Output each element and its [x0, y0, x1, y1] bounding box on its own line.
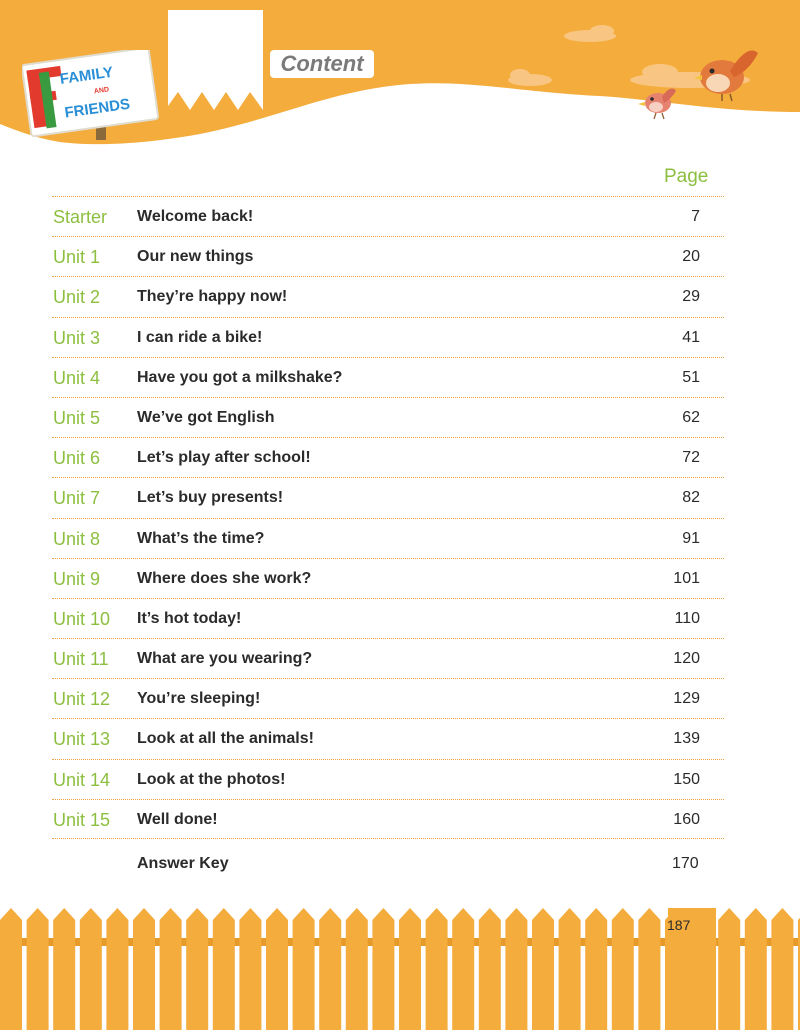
- toc-row: [52, 437, 724, 477]
- toc-page-number: 150: [673, 770, 700, 788]
- toc-row: [52, 276, 724, 316]
- toc-row: [52, 678, 724, 718]
- toc-lesson-title: Let’s play after school!: [137, 449, 311, 467]
- family-and-friends-logo: [22, 50, 162, 140]
- toc-lesson-title: Let’s buy presents!: [137, 489, 284, 507]
- toc-unit-label: Unit 4: [53, 367, 101, 388]
- toc-row: [52, 759, 724, 799]
- toc-page-number: 139: [673, 730, 700, 748]
- toc-page-number: 51: [682, 368, 700, 386]
- toc-lesson-title: What are you wearing?: [137, 650, 313, 668]
- toc-row: [52, 397, 724, 437]
- toc-page-number: 91: [682, 529, 700, 547]
- toc-page-number: 120: [673, 650, 700, 668]
- toc-page-number: 29: [682, 288, 700, 306]
- toc-lesson-title: Look at all the animals!: [137, 730, 314, 748]
- toc-lesson-title: We’ve got English: [137, 408, 275, 426]
- toc-page-number: 82: [682, 489, 700, 507]
- toc-page-number: 72: [682, 449, 700, 467]
- toc-unit-label: Unit 14: [53, 769, 111, 790]
- toc-unit-label: Unit 5: [53, 407, 101, 428]
- toc-lesson-title: Our new things: [137, 248, 254, 266]
- big-bird-icon: [694, 50, 758, 101]
- toc-unit-label: Unit 13: [53, 729, 111, 750]
- toc-lesson-title: Look at the photos!: [137, 770, 286, 788]
- toc-row: [52, 477, 724, 517]
- table-of-contents: [52, 196, 724, 839]
- toc-unit-label: Unit 3: [53, 327, 101, 348]
- toc-unit-label: Unit 15: [53, 809, 111, 830]
- toc-unit-label: Starter: [53, 207, 108, 227]
- birds-illustration: [630, 45, 770, 125]
- toc-unit-label: Unit 12: [53, 689, 111, 710]
- toc-row: [52, 518, 724, 558]
- toc-unit-label: Unit 6: [53, 448, 101, 469]
- toc-row: [52, 718, 724, 758]
- toc-unit-label: Unit 7: [53, 488, 101, 509]
- toc-unit-label: Unit 10: [53, 608, 111, 629]
- toc-page-number: 20: [682, 248, 700, 266]
- toc-lesson-title: It’s hot today!: [137, 609, 242, 627]
- small-bird-icon: [638, 89, 676, 119]
- page-number: 187: [667, 917, 691, 933]
- logo-line1: FAMILY: [58, 63, 115, 88]
- toc-unit-label: Unit 2: [53, 287, 101, 308]
- toc-lesson-title: Where does she work?: [137, 569, 312, 587]
- toc-row: [52, 638, 724, 678]
- toc-lesson-title: What’s the time?: [137, 529, 265, 547]
- answer-key-title: Answer Key: [137, 855, 229, 872]
- page-title: Content: [270, 50, 374, 78]
- toc-lesson-title: Have you got a milkshake?: [137, 368, 343, 386]
- toc-page-number: 110: [674, 609, 700, 627]
- toc-row: [52, 196, 724, 236]
- toc-lesson-title: They’re happy now!: [137, 288, 288, 306]
- toc-unit-label: Unit 11: [53, 649, 109, 670]
- toc-page-number: 101: [673, 569, 700, 587]
- toc-lesson-title: Welcome back!: [137, 208, 254, 225]
- toc-page-number: 62: [682, 408, 700, 426]
- logo-line2: FRIENDS: [63, 95, 132, 122]
- toc-page-number: 7: [691, 208, 700, 225]
- toc-lesson-title: I can ride a bike!: [137, 328, 263, 346]
- toc-page-number: 129: [673, 690, 700, 708]
- bookmark-ribbon: [168, 10, 263, 110]
- logo-and: AND: [93, 86, 110, 96]
- toc-row: [52, 317, 724, 357]
- toc-row: [52, 357, 724, 397]
- toc-row: [52, 799, 724, 839]
- toc-unit-label: Unit 1: [53, 247, 101, 268]
- toc-row: [52, 598, 724, 638]
- toc-row: [52, 558, 724, 598]
- toc-page-number: 160: [673, 810, 700, 828]
- toc-lesson-title: Well done!: [137, 810, 218, 828]
- toc-unit-label: Unit 9: [53, 568, 101, 589]
- answer-key-page: 170: [672, 855, 699, 872]
- toc-unit-label: Unit 8: [53, 528, 101, 549]
- toc-page-number: 41: [682, 328, 700, 346]
- toc-row: [52, 236, 724, 276]
- toc-lesson-title: You’re sleeping!: [137, 690, 261, 708]
- page-column-header: Page: [664, 166, 709, 187]
